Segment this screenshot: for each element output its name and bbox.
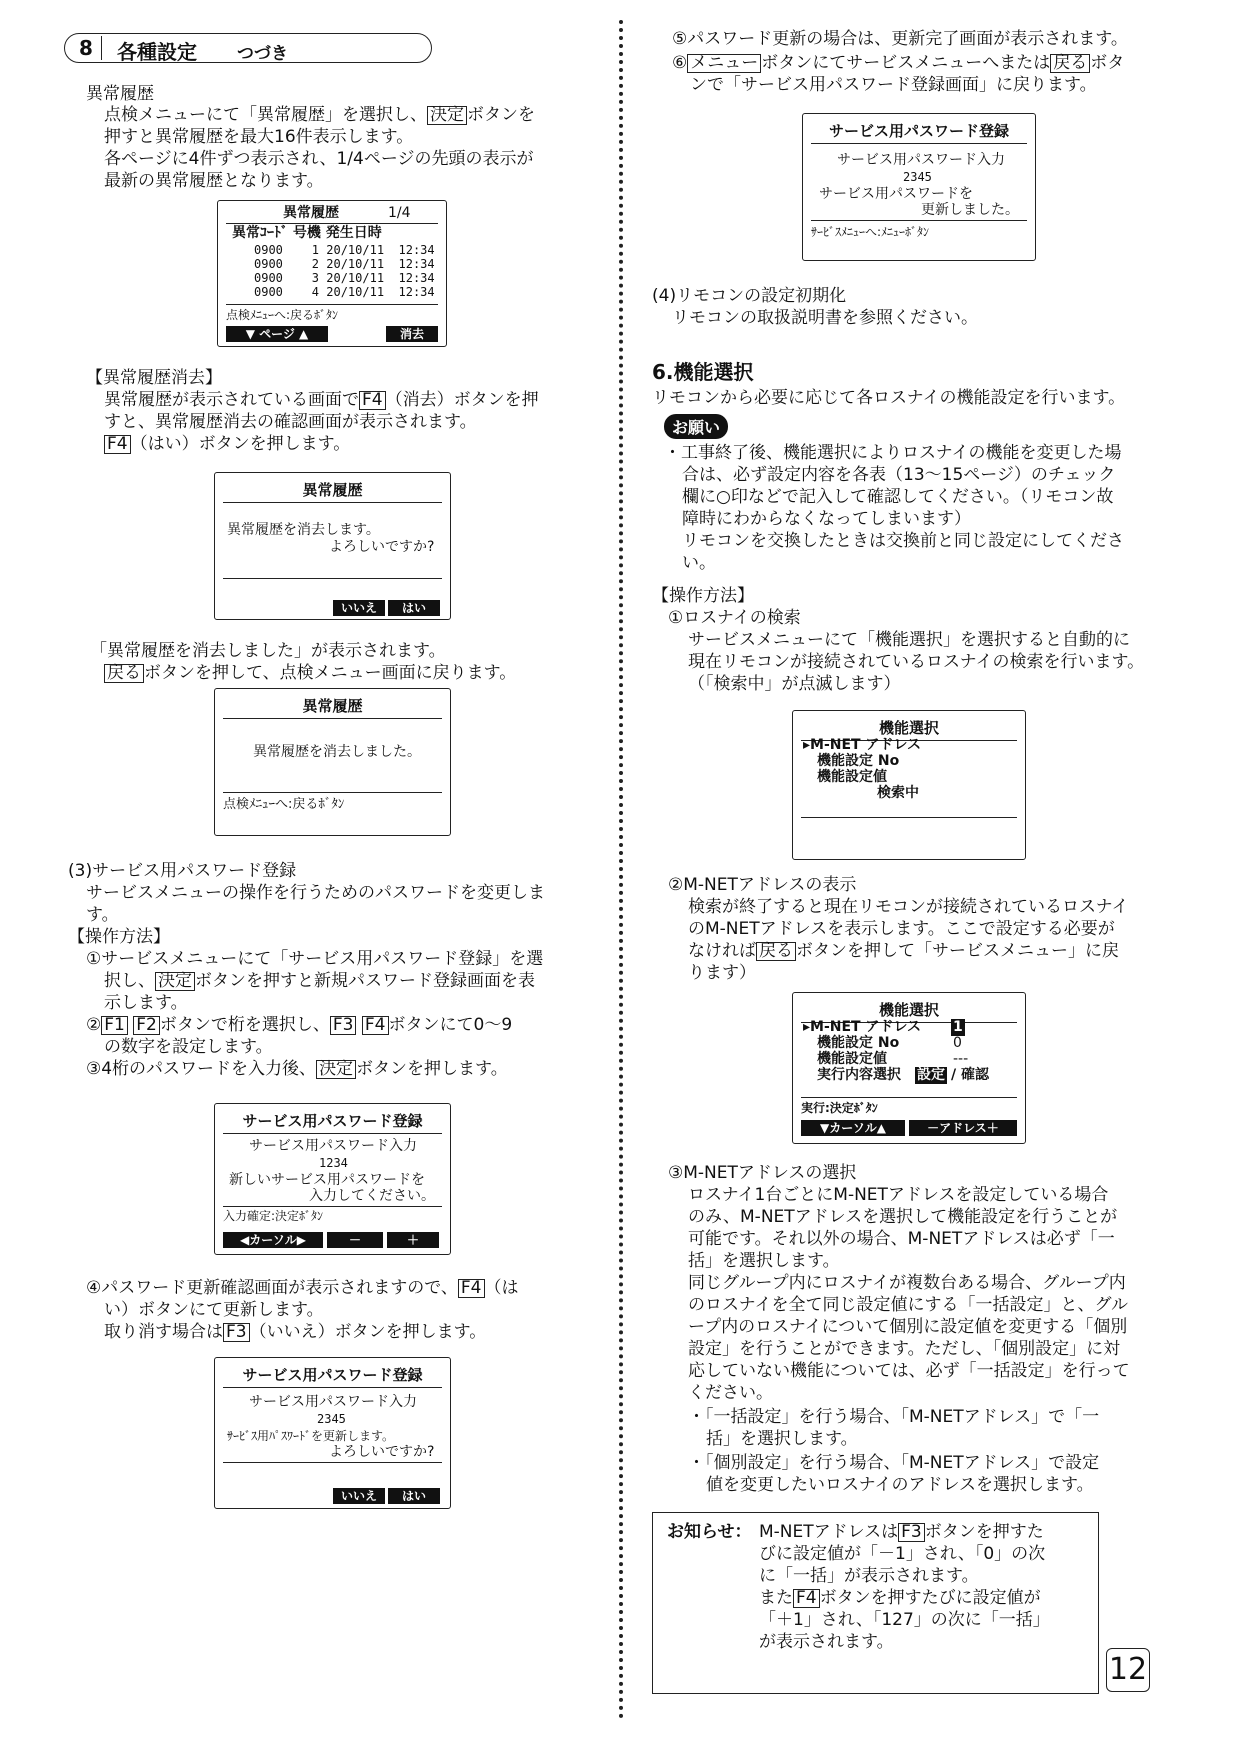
op-heading: 【操作方法】 xyxy=(68,927,170,947)
screen-title: 異常履歴 xyxy=(223,479,442,503)
func-no-value: 0 xyxy=(953,1035,962,1051)
modoru-key: 戻る xyxy=(1050,54,1090,73)
yes-button: はい xyxy=(388,600,440,616)
screen-password-entry xyxy=(214,1103,451,1255)
menu-key: メニュー xyxy=(687,54,761,73)
func-intro: リモコンから必要に応じて各ロスナイの機能設定を行います。 xyxy=(652,388,1126,408)
section-header xyxy=(64,33,432,63)
r3-line: ロスナイ1台ごとにM-NETアドレスを設定している場合 xyxy=(688,1185,1109,1205)
r3-line: ください。 xyxy=(688,1383,773,1403)
cursor-button: ▼カーソル▲ xyxy=(801,1120,905,1136)
f3-key: F3 xyxy=(898,1523,925,1542)
pw-line3: サービス用パスワードを xyxy=(819,186,973,202)
history-row: 0900 3 20/10/11 12:34 xyxy=(254,271,435,285)
exec-selected: 設定 xyxy=(917,1067,945,1083)
no-button: いいえ xyxy=(333,1488,385,1504)
r1-line: サービスメニューにて「機能選択」を選択すると自動的に xyxy=(688,630,1130,650)
f4-key: F4 xyxy=(458,1279,485,1298)
note-bullet: 合は、必ず設定内容を各表（13～15ページ）のチェック xyxy=(682,465,1116,485)
screen-func-search xyxy=(792,710,1026,860)
note-bullet: 欄に○印などで記入して確認してください。（リモコン故 xyxy=(682,487,1114,507)
func-value-value: --- xyxy=(953,1051,969,1067)
err-hist-title: 異常履歴 xyxy=(86,84,154,104)
screen-title: 機能選択 xyxy=(801,717,1017,741)
section-subtitle: つづき xyxy=(237,44,288,64)
f3-key: F3 xyxy=(330,1016,357,1035)
r1-line: （「検索中」が点滅します） xyxy=(688,674,901,694)
func-value-label: 機能設定値 xyxy=(817,1051,887,1067)
r3-line: のロスナイを全て同じ設定値にする「一括設定」と、グル xyxy=(688,1295,1128,1315)
delete-line2: すと、異常履歴消去の確認画面が表示されます。 xyxy=(104,412,477,432)
screen-func-address xyxy=(792,992,1026,1144)
func-value-label: 機能設定値 xyxy=(817,769,887,785)
step2-line2: の数字を設定します。 xyxy=(104,1037,273,1057)
f1-key: F1 xyxy=(101,1016,128,1035)
op-heading: 【操作方法】 xyxy=(652,586,754,606)
pw-label: サービス用パスワード入力 xyxy=(249,1394,417,1410)
r3-bullet: 値を変更したいロスナイのアドレスを選択します。 xyxy=(706,1475,1094,1495)
pw-label: サービス用パスワード入力 xyxy=(249,1138,417,1154)
delete-line1: 異常履歴が表示されている画面で F4 （消去）ボタンを押 xyxy=(104,390,539,410)
r2-line2: のM-NETアドレスを表示します。ここで設定する必要が xyxy=(688,919,1115,939)
confirm-line2: よろしいですか? xyxy=(329,539,435,555)
screen-footer: 入力確定:決定ﾎﾞﾀﾝ xyxy=(223,1209,324,1223)
delete-line3: F4 （はい）ボタンを押します。 xyxy=(104,433,350,455)
screen-footer: 実行:決定ﾎﾞﾀﾝ xyxy=(801,1101,878,1115)
screen-footer: ｻｰﾋﾞｽﾒﾆｭｰへ:ﾒﾆｭｰﾎﾞﾀﾝ xyxy=(811,225,930,239)
screen-title: サービス用パスワード登録 xyxy=(811,120,1027,144)
func-no-label: 機能設定 No xyxy=(817,753,900,769)
screen-columns: 異常ｺｰﾄﾞ 号機 発生日時 xyxy=(232,225,382,241)
r3-line: 同じグループ内にロスナイが複数台ある場合、グループ内 xyxy=(688,1273,1126,1293)
delete-button: 消去 xyxy=(386,326,438,342)
delete-heading: 【異常履歴消去】 xyxy=(86,368,222,388)
f3-key: F3 xyxy=(223,1323,250,1342)
step3-line: ③4桁のパスワードを入力後、 決定 ボタンを押します。 xyxy=(86,1059,508,1079)
step6-line2: ンで「サービス用パスワード登録画面」に戻ります。 xyxy=(690,75,1097,95)
func-heading: 6.機能選択 xyxy=(652,360,754,384)
step5-line: ⑤パスワード更新の場合は、更新完了画面が表示されます。 xyxy=(672,29,1128,49)
pw-line3: ｻｰﾋﾞｽ用ﾊﾟｽﾜｰﾄﾞを更新します。 xyxy=(227,1429,395,1443)
err-hist-line4: 最新の異常履歴となります。 xyxy=(104,171,324,191)
section-number: 8 xyxy=(79,36,102,60)
step1-line3: 示します。 xyxy=(104,993,188,1013)
r3-bullet: 括」を選択します。 xyxy=(706,1429,858,1449)
err-hist-line3: 各ページに4件ずつ表示され、1/4ページの先頭の表示が xyxy=(104,149,534,169)
note-bullet: リモコンを交換したときは交換前と同じ設定にしてくださ xyxy=(682,531,1124,551)
pw-line3: 新しいサービス用パスワードを xyxy=(229,1172,425,1188)
section-title: 各種設定 xyxy=(117,40,197,64)
f4-key: F4 xyxy=(793,1589,820,1608)
password-heading: (3)サービス用パスワード登録 xyxy=(68,861,297,881)
r2-line1: 検索が終了すると現在リモコンが接続されているロスナイ xyxy=(688,897,1129,917)
step4-line1: ④パスワード更新確認画面が表示されますので、 F4 （は xyxy=(86,1278,519,1298)
minus-button: － xyxy=(327,1232,383,1248)
screen-page: 1/4 xyxy=(388,205,411,221)
modoru-key: 戻る xyxy=(104,664,144,683)
notice-line: が表示されます。 xyxy=(759,1632,894,1652)
screen-title: 機能選択 xyxy=(801,999,1017,1023)
f4-key: F4 xyxy=(104,435,131,454)
step4-line3: 取り消す場合は F3 （いいえ）ボタンを押します。 xyxy=(104,1322,487,1342)
f2-key: F2 xyxy=(133,1016,160,1035)
confirm-line1: 異常履歴を消去します。 xyxy=(227,522,380,538)
screen-title: 異常履歴 xyxy=(283,205,339,221)
exec-confirm: / 確認 xyxy=(951,1067,989,1083)
notice-label: お知らせ： xyxy=(667,1522,752,1542)
searching-label: 検索中 xyxy=(877,785,919,801)
err-hist-line1: 点検メニューにて「異常履歴」を選択し、 決定 ボタンを xyxy=(104,105,535,125)
screen-footer: 点検ﾒﾆｭｰへ:戻るﾎﾞﾀﾝ xyxy=(223,797,345,812)
deleted-line1: 「異常履歴を消去しました」が表示されます。 xyxy=(90,641,446,661)
r3-bullet: ・「個別設定」を行う場合、「M-NETアドレス」で設定 xyxy=(688,1453,1100,1473)
notice-line: M-NETアドレスは F3 ボタンを押すた xyxy=(759,1522,1044,1542)
r2-heading: ②M-NETアドレスの表示 xyxy=(668,875,857,895)
r3-line: 設定」を行うことができます。ただし、「個別設定」に対 xyxy=(688,1339,1121,1359)
kettei-key: 決定 xyxy=(316,1060,356,1079)
screen-title: 異常履歴 xyxy=(223,695,442,719)
note-bullet: い。 xyxy=(682,553,716,573)
address-button: －アドレス＋ xyxy=(909,1120,1017,1136)
func-no-label: 機能設定 No xyxy=(817,1035,900,1051)
pw-line4: よろしいですか? xyxy=(329,1444,435,1460)
pw-value: 1234 xyxy=(319,1156,348,1170)
plus-button: ＋ xyxy=(387,1232,439,1248)
screen-password-confirm xyxy=(214,1357,451,1509)
f4-key: F4 xyxy=(359,391,386,410)
r1-heading: ①ロスナイの検索 xyxy=(668,608,801,628)
screen-error-history xyxy=(217,200,447,347)
screen-title: サービス用パスワード登録 xyxy=(223,1110,442,1134)
r3-line: のみ、M-NETアドレスを選択して機能設定を行うことが xyxy=(688,1207,1118,1227)
r1-line: 現在リモコンが接続されているロスナイの検索を行います。 xyxy=(688,652,1145,672)
screen-password-updated xyxy=(802,113,1036,261)
no-button: いいえ xyxy=(333,600,385,616)
deleted-line2: 戻る ボタンを押して、点検メニュー画面に戻ります。 xyxy=(104,662,516,684)
column-divider xyxy=(619,20,623,1720)
kettei-key: 決定 xyxy=(155,972,195,991)
step6-line1: ⑥ メニュー ボタンにてサービスメニューへまたは 戻る ボタ xyxy=(672,53,1125,73)
pw-label: サービス用パスワード入力 xyxy=(837,152,1005,168)
notice-line: 「＋1」され、「127」の次に「一括」 xyxy=(759,1610,1050,1630)
page-button: ▼ ページ ▲ xyxy=(226,326,328,342)
r3-line: ープ内のロスナイについて個別に設定値を変更する「個別 xyxy=(688,1317,1128,1337)
f4-key: F4 xyxy=(362,1016,389,1035)
step1-line1: ①サービスメニューにて「サービス用パスワード登録」を選 xyxy=(86,949,544,969)
note-bullet: ・工事終了後、機能選択によりロスナイの機能を変更した場 xyxy=(664,443,1122,463)
history-row: 0900 2 20/10/11 12:34 xyxy=(254,257,435,271)
page-number: 12 xyxy=(1106,1648,1150,1692)
r3-line: 可能です。それ以外の場合、M-NETアドレスは必ず「一 xyxy=(688,1229,1115,1249)
r2-line3: なければ 戻る ボタンを押して「サービスメニュー」に戻 xyxy=(688,941,1119,961)
step1-line2: 択し、 決定 ボタンを押すと新規パスワード登録画面を表 xyxy=(104,971,535,991)
password-line2: す。 xyxy=(86,905,119,925)
err-hist-line2: 押すと異常履歴を最大16件表示します。 xyxy=(104,127,414,147)
note-bullet: 障時にわからなくなってしまいます） xyxy=(682,509,971,529)
cursor-button: ◀カーソル▶ xyxy=(223,1232,323,1248)
pw-value: 2345 xyxy=(317,1412,346,1426)
pw-value: 2345 xyxy=(903,170,932,184)
notice-line: びに設定値が「－1」され、「0」の次 xyxy=(759,1544,1046,1564)
mnet-address-value: 1 xyxy=(953,1019,963,1035)
screen-delete-confirm xyxy=(214,472,451,620)
r2-line4: ります） xyxy=(688,963,756,983)
modoru-key: 戻る xyxy=(756,942,796,961)
screen-footer: 点検ﾒﾆｭｰへ:戻るﾎﾞﾀﾝ xyxy=(226,308,339,322)
step2-line1: ② F1 F2 ボタンで桁を選択し、 F3 F4 ボタンにて0～9 xyxy=(86,1015,513,1035)
pw-line4: 更新しました。 xyxy=(921,202,1019,218)
init-heading: (4)リモコンの設定初期化 xyxy=(652,286,847,306)
deleted-message: 異常履歴を消去しました。 xyxy=(253,744,421,760)
screen-deleted xyxy=(214,688,451,836)
history-row: 0900 4 20/10/11 12:34 xyxy=(254,285,435,299)
history-row: 0900 1 20/10/11 12:34 xyxy=(254,243,435,257)
kettei-key: 決定 xyxy=(427,106,467,125)
yes-button: はい xyxy=(388,1488,440,1504)
r3-bullet: ・「一括設定」を行う場合、「M-NETアドレス」で「一 xyxy=(688,1407,1100,1427)
screen-title: サービス用パスワード登録 xyxy=(223,1364,442,1388)
notice-line: また F4 ボタンを押すたびに設定値が xyxy=(759,1588,1041,1608)
r3-line: 括」を選択します。 xyxy=(688,1251,840,1271)
notice-line: に「一括」が表示されます。 xyxy=(759,1566,979,1586)
onegai-badge: お願い xyxy=(664,414,728,439)
pw-line4: 入力してください。 xyxy=(309,1188,435,1204)
mnet-address-label: ▸M-NET アドレス xyxy=(803,1019,922,1035)
r3-heading: ③M-NETアドレスの選択 xyxy=(668,1163,857,1183)
password-line1: サービスメニューの操作を行うためのパスワードを変更しま xyxy=(86,883,545,903)
init-line: リモコンの取扱説明書を参照ください。 xyxy=(672,308,978,328)
r3-line: 応していない機能については、必ず「一括設定」を行って xyxy=(688,1361,1130,1381)
mnet-address-label: ▸M-NET アドレス xyxy=(803,737,922,753)
step4-line2: い）ボタンにて更新します。 xyxy=(104,1300,324,1320)
notice-box xyxy=(652,1512,1099,1694)
exec-label: 実行内容選択 xyxy=(817,1067,901,1083)
